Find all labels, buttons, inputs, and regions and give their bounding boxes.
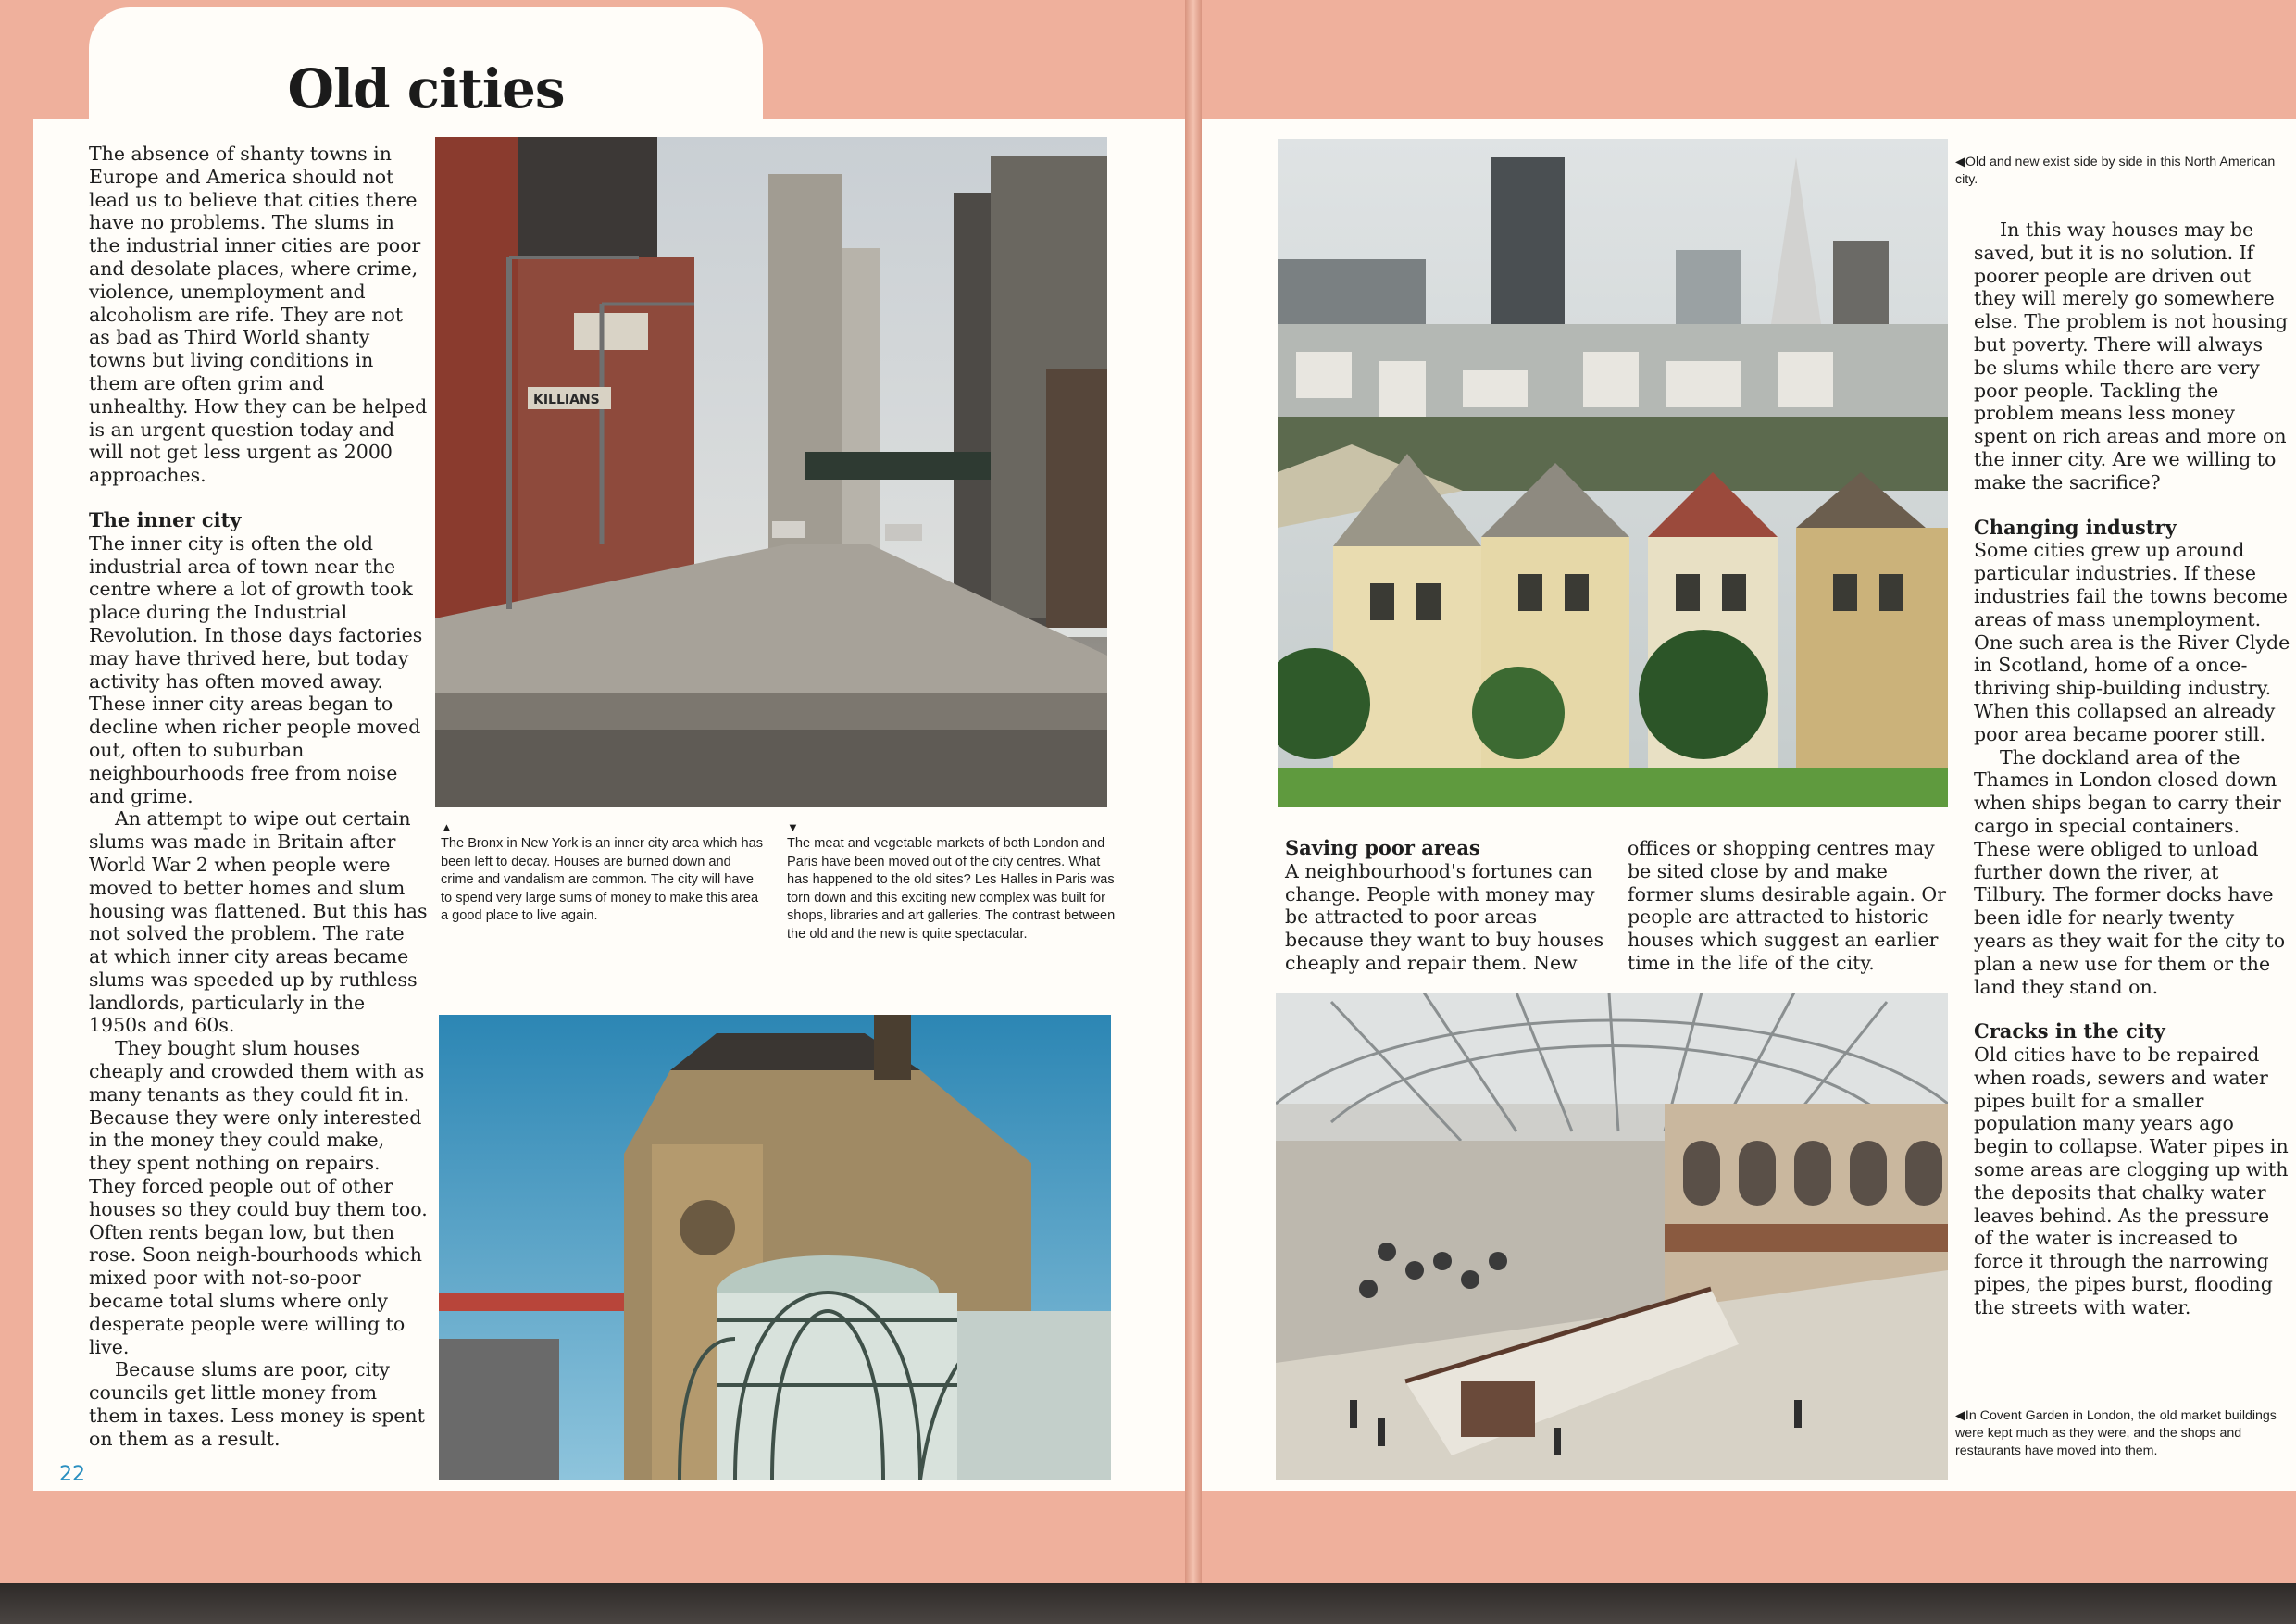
cracks-heading: Cracks in the city: [1974, 1019, 2165, 1043]
saving-column-a: [1285, 837, 1607, 975]
caption-up-arrow: ▲: [441, 820, 453, 834]
shop-sign-text: KILLIANS: [533, 393, 600, 407]
dockland-paragraph: The dockland area of the Thames in London closed down when ships began to carry their cargo in special containers. These were obliged to unload further down the river, at Tilbury. The former docks have been idle for nearly twenty years as they wait for the city to plan a new use for them or the land they stand on.: [1974, 745, 2286, 998]
markets-caption-text: The meat and vegetable markets of both London and Paris have been moved out of the city centres. What has happened to the old sites? Les Halles in Paris was torn down and this exciting new complex was built for shops, libraries and art galleries. The contrast between the old and the new is quite spectacular.: [787, 836, 1116, 942]
inner-city-paragraph: The inner city is often the old industrial area of town near the centre where a lot of growth took place during the Industrial Revolution. In those days factories may have thrived here, but today activity has often moved away. These inner city areas began to decline when richer people moved out, often to suburban neighbourhoods free from noise and grime.: [89, 531, 423, 807]
les-halles-photo: [439, 1015, 1111, 1480]
bronx-caption: [441, 820, 763, 926]
page-title: Old cities: [287, 57, 565, 120]
saving-heading: Saving poor areas: [1285, 836, 1480, 859]
book-gutter: [1185, 0, 1202, 1583]
saving-paragraph-a: A neighbourhood's fortunes can change. People with money may be attracted to poor areas because they want to buy houses cheaply and repair them. New: [1285, 859, 1604, 974]
attempt-paragraph: An attempt to wipe out certain slums was made in Britain after World War 2 when people were moved to better homes and slum housing was flattened. But this has not solved the problem. The rate at which inner city areas became slums was speeded up by ruthless landlords, particularly in the 1950s and 60s.: [89, 807, 428, 1037]
right-text-column: [1974, 219, 2290, 1319]
landlords-paragraph: They bought slum houses cheaply and crowded them with as many tenants as they could fit in. Because they were only interested in the money they could make, they spent nothing on repairs. They forced people out of other houses so they could buy them too. Often rents began low, but then rose. Soon neigh-bourhoods which mixed poor with not-so-poor became total slums where only desperate people were willing to live.: [89, 1037, 428, 1358]
covent-garden-caption-text: In Covent Garden in London, the old market buildings were kept much as they were, and the shops and restaurants have moved into them.: [1955, 1408, 2277, 1458]
caption-down-arrow: ▼: [787, 820, 799, 834]
book-edge: [0, 1583, 2296, 1624]
page-number: 22: [59, 1463, 85, 1486]
houses-paragraph: In this way houses may be saved, but it is no solution. If poorer people are driven out they will merely go somewhere else. The problem is not housing but poverty. There will always be slums while there are very poor people. Tackling the problem means less money spent on rich areas and more on the inner city. Are we willing to make the sacrifice?: [1974, 219, 2288, 493]
san-francisco-caption: [1955, 154, 2290, 189]
covent-garden-photo: [1276, 993, 1948, 1480]
cracks-paragraph: Old cities have to be repaired when roads, sewers and water pipes built for a smaller population many years ago begin to collapse. Water pipes in some areas are clogging up with the deposits that chalky water leaves behind. As the pressure of the water is increased to force it through the narrowing pipes, the pipes burst, flooding the streets with water.: [1974, 1043, 2289, 1318]
bronx-caption-text: The Bronx in New York is an inner city area which has been left to decay. Houses are burned down and crime and vandalism are common. The city will have to spend very large sums of money to make this area a good place to live again.: [441, 836, 763, 924]
councils-paragraph: Because slums are poor, city councils get little money from them in taxes. Less money is spent on them as a result.: [89, 1358, 425, 1450]
saving-column-b: [1628, 837, 1946, 975]
left-text-column: [89, 143, 428, 1451]
caption-left-arrow: ◀: [1955, 1408, 1965, 1423]
caption-left-arrow: ◀: [1955, 155, 1965, 169]
markets-caption: [787, 820, 1118, 944]
san-francisco-photo: [1278, 139, 1948, 807]
inner-city-heading: The inner city: [89, 507, 242, 531]
saving-paragraph-b: offices or shopping centres may be sited close by and make former slums desirable again. Or people are attracted to historic houses which suggest an earlier time in the life of the city.: [1628, 837, 1947, 974]
san-francisco-caption-text: Old and new exist side by side in this North American city.: [1955, 155, 2276, 187]
industry-paragraph: Some cities grew up around particular industries. If these industries fail the towns become areas of mass unemployment. One such area is the River Clyde in Scotland, home of a once-thriving ship-building industry. When this collapsed an already poor area became poorer still.: [1974, 539, 2290, 745]
covent-garden-caption: [1955, 1407, 2290, 1460]
intro-paragraph: The absence of shanty towns in Europe and America should not lead us to believe that cities there have no problems. The slums in the industrial inner cities are poor and desolate places, where crime, violence, unemployment and alcoholism are rife. They are not as bad as Third World shanty towns but living conditions in them are often grim and unhealthy. How they can be helped is an urgent question today and will not get less urgent as 2000 approaches.: [89, 143, 428, 487]
industry-heading: Changing industry: [1974, 515, 2177, 539]
bronx-street-photo: [435, 137, 1107, 807]
